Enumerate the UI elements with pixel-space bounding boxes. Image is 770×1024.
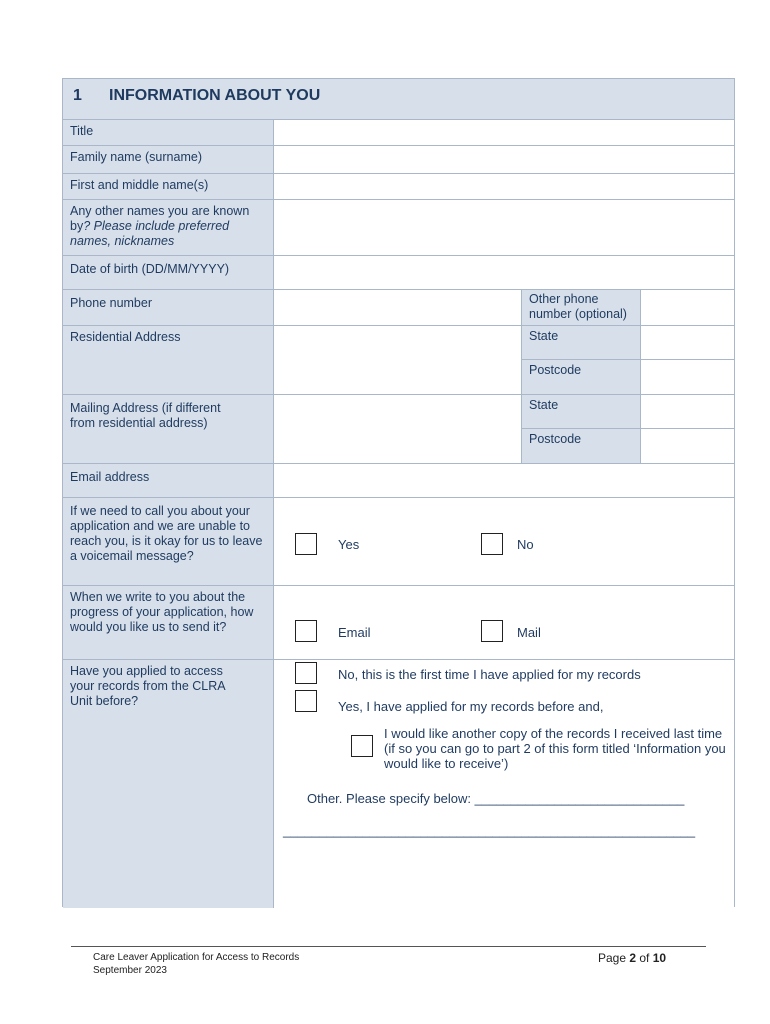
page-prefix: Page xyxy=(598,951,630,965)
footer-doc-title: Care Leaver Application for Access to Records xyxy=(93,952,300,963)
page-total: 10 xyxy=(652,951,667,965)
voicemail-options xyxy=(273,497,734,585)
family-name-input[interactable] xyxy=(273,145,734,173)
section-title: INFORMATION ABOUT YOU xyxy=(109,87,321,104)
voicemail-no-checkbox[interactable] xyxy=(481,533,503,555)
mailing-postcode-label: Postcode xyxy=(521,428,640,463)
voicemail-question: If we need to call you about your application and we are unable to reach you, is it okay for us to leave a voicemail message? xyxy=(63,497,273,585)
residential-label: Residential Address xyxy=(63,325,273,394)
voicemail-yes-label: Yes xyxy=(338,537,360,552)
contact-question: When we write to you about the progress of your application, how would you like us to send it? xyxy=(63,585,273,659)
another-copy-label: I would like another copy of the records I received last time (if so you can go to part 2 of this form titled ‘Information you would like to receive’) xyxy=(384,726,726,771)
other-names-italic: ? Please include preferred names, nicknames xyxy=(70,219,230,248)
applied-question: Have you applied to access your records from the CLRA Unit before? xyxy=(63,659,273,908)
email-label: Email address xyxy=(63,463,273,497)
section-number: 1 xyxy=(73,87,82,104)
mailing-state-input[interactable] xyxy=(640,394,734,428)
title-input[interactable] xyxy=(273,119,734,145)
applied-options xyxy=(273,659,734,908)
footer-date: September 2023 xyxy=(93,965,167,976)
other-specify-line[interactable]: _________________________________________________________ xyxy=(283,823,696,838)
dob-input[interactable] xyxy=(273,255,734,289)
contact-mail-label: Mail xyxy=(517,625,541,640)
mailing-postcode-input[interactable] xyxy=(640,428,734,463)
family-name-label: Family name (surname) xyxy=(63,145,273,173)
voicemail-no-label: No xyxy=(517,537,534,552)
other-names-label xyxy=(63,199,273,255)
applied-before-label: Yes, I have applied for my records before and, xyxy=(338,699,604,714)
other-phone-label: Other phone number (optional) xyxy=(521,289,640,325)
mailing-label: Mailing Address (if different from residential address) xyxy=(63,394,273,463)
first-time-checkbox[interactable] xyxy=(295,662,317,684)
other-names-input[interactable] xyxy=(273,199,734,255)
residential-postcode-input[interactable] xyxy=(640,359,734,394)
title-label: Title xyxy=(63,119,273,145)
other-specify-label: Other. Please specify below: _____________________________ xyxy=(307,791,685,806)
another-copy-checkbox[interactable] xyxy=(351,735,373,757)
dob-label: Date of birth (DD/MM/YYYY) xyxy=(63,255,273,289)
residential-postcode-label: Postcode xyxy=(521,359,640,394)
applied-before-checkbox[interactable] xyxy=(295,690,317,712)
residential-input[interactable] xyxy=(273,325,521,394)
voicemail-yes-checkbox[interactable] xyxy=(295,533,317,555)
phone-input[interactable] xyxy=(273,289,521,325)
contact-email-checkbox[interactable] xyxy=(295,620,317,642)
form-table xyxy=(62,78,735,907)
other-phone-input[interactable] xyxy=(640,289,734,325)
contact-options xyxy=(273,585,734,659)
first-time-label: No, this is the first time I have applied for my records xyxy=(338,667,641,682)
other-names-text: Any other names you are known by xyxy=(70,204,250,233)
first-name-input[interactable] xyxy=(273,173,734,199)
page-current: 2 xyxy=(629,951,637,965)
first-name-label: First and middle name(s) xyxy=(63,173,273,199)
footer-rule xyxy=(71,946,706,947)
page-number xyxy=(598,951,666,965)
section-header xyxy=(63,79,734,119)
residential-state-label: State xyxy=(521,325,640,359)
email-input[interactable] xyxy=(273,463,734,497)
page-mid: of xyxy=(636,951,653,965)
mailing-state-label: State xyxy=(521,394,640,428)
phone-label: Phone number xyxy=(63,289,273,325)
residential-state-input[interactable] xyxy=(640,325,734,359)
contact-email-label: Email xyxy=(338,625,371,640)
contact-mail-checkbox[interactable] xyxy=(481,620,503,642)
mailing-input[interactable] xyxy=(273,394,521,463)
